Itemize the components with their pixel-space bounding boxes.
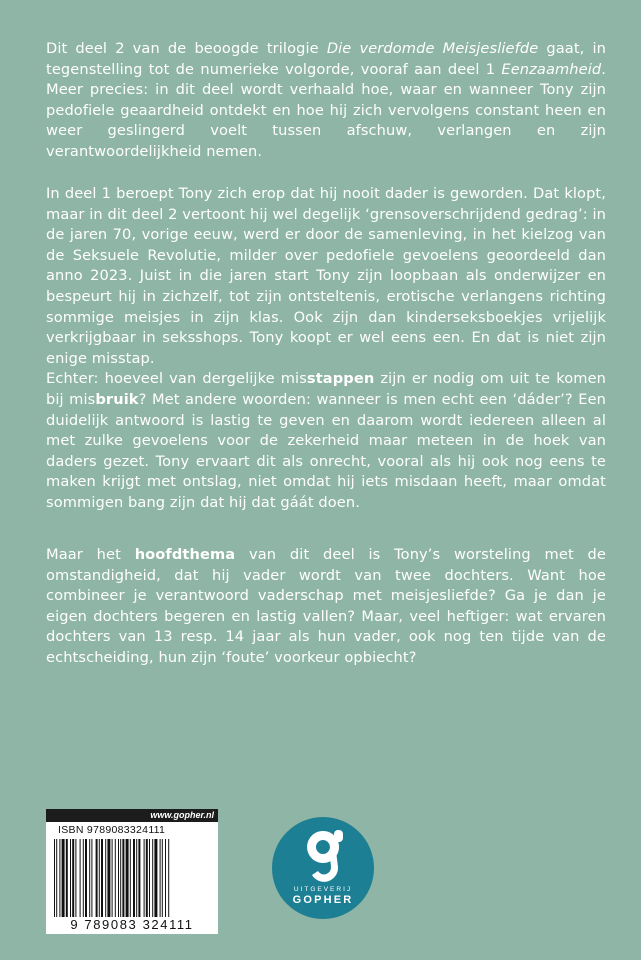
text-run: . Meer precies: in dit deel wordt verhaald hoe, waar en wanneer Tony zijn pedofiele geaardheid ontdekt en hoe hij zich vervolgens constant heen en weer geslingerd voelt tussen afschuw, verlangen en zijn verantwoordelijkheid nemen. [46, 60, 606, 160]
barcode-bars [54, 839, 210, 917]
series-title: Die verdomde Meisjesliefde [326, 40, 539, 57]
blurb-paragraph-1 [46, 39, 606, 163]
text-run: Dit deel 2 van de beoogde trilogie [46, 40, 327, 57]
publisher-logo [272, 817, 374, 919]
emphasis-hoofdthema: hoofdthema [134, 546, 236, 563]
paragraph-2b [46, 369, 606, 513]
emphasis-bruik: bruik [95, 390, 139, 408]
paragraph-2a: In deel 1 beroept Tony zich erop dat hij nooit dader is geworden. Dat klopt, maar in dit deel 2 vertoont hij wel degelijk ‘grensoverschrijdend gedrag’: in de jaren 70, vorige eeuw, werd er door de samenleving, in het kielzog van de Seksuele Revolutie, milder over pedofiele gevoelens geoordeeld dan anno 2023. Juist in die jaren start Tony zijn loopbaan als onderwijzer en bespeurt hij in zichzelf, tot zijn ontsteltenis, erotische verlangens richting sommige meisjes in zijn klas. Ook zijn dan kinderseksboekjes vrijelijk verkrijgbaar in seksshops. Tony koopt er wel eens een. En dat is niet zijn enige misstap. [46, 185, 606, 367]
text-run: gaat, in tegenstelling tot de numerieke volgorde, vooraf aan deel 1 [46, 40, 606, 78]
text-run: Maar het [46, 546, 135, 563]
blurb-paragraph-3 [46, 545, 606, 669]
text-run: ? Met andere woorden: wanneer is men echt een ‘dáder’? Een duidelijk antwoord is lastig te geven en daarom wordt iedereen alleen al met zulke gevoelens voor de zekerheid maar meteen in de hoek van daders gezet. Tony ervaart dit als onrecht, vooral als hij ook nog eens te maken krijgt met ontslag, niet omdat hij iets misdaan heeft, maar omdat sommigen bang zijn dat hij dat gáát doen. [46, 390, 606, 511]
publisher-url: www.gopher.nl [46, 809, 218, 822]
isbn-label: ISBN 9789083324111 [58, 824, 166, 836]
text-run: Echter: hoeveel van dergelijke mis [46, 370, 307, 388]
logo-line-1: UITGEVERIJ [293, 886, 353, 893]
text-run: zijn er nodig om uit te komen bij mis [46, 370, 606, 408]
emphasis-stappen: stappen [306, 370, 375, 388]
logo-line-2: GOPHER [292, 894, 354, 906]
barcode-digits: 9 789083 324111 [70, 917, 194, 932]
part1-title: Eenzaamheid [501, 60, 602, 78]
isbn-barcode [46, 809, 218, 934]
blurb-paragraph-2 [46, 184, 606, 514]
text-run: van dit deel is Tony’s worsteling met de omstandigheid, dat hij vader wordt van twee dochters. Want hoe combineer je verantwoord vaderschap met meisjesliefde? Ga je dan je eigen dochters begeren en lastig vallen? Maar, veel heftiger: wat ervaren dochters van 13 resp. 14 jaar als hun vader, ook nog ten tijde van de echtscheiding, hun zijn ‘foute’ voorkeur opbiecht? [46, 546, 606, 666]
gopher-g-logo-icon [298, 827, 348, 885]
